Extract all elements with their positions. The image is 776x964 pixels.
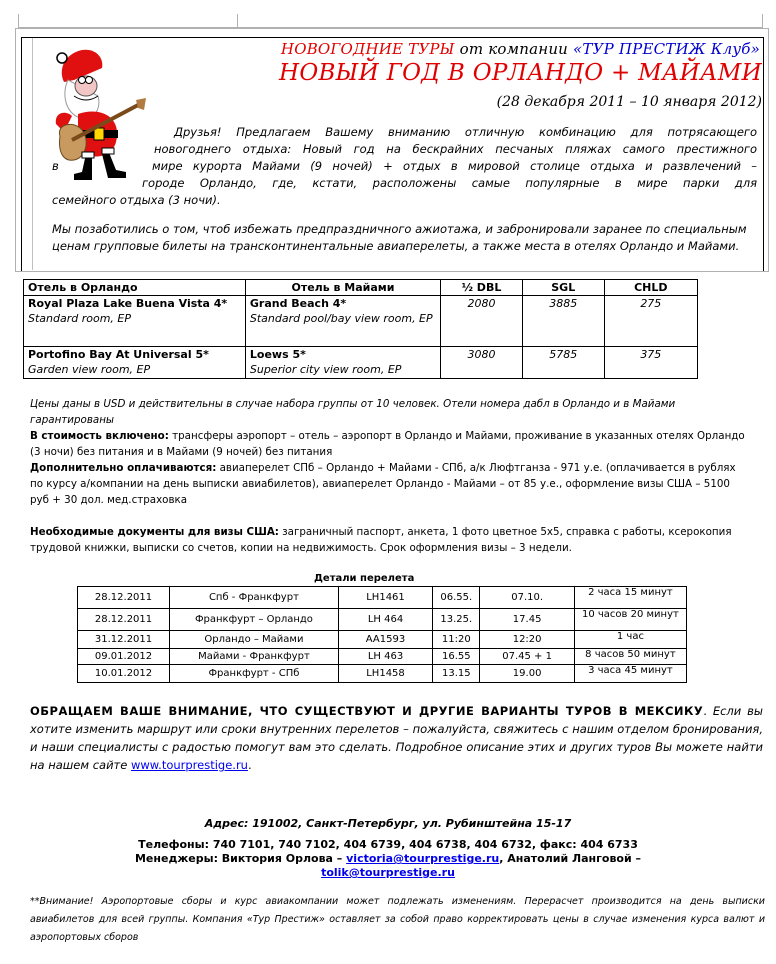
page-title: НОВЫЙ ГОД В ОРЛАНДО + МАЙАМИ bbox=[278, 60, 762, 86]
documents-text: заграничный паспорт, анкета, 1 фото цветное 5х5, справка с работы, ксерокопия трудовой книжки, выписки со счетов, копии на недвижимость. Срок оформления визы – 3 недели. bbox=[30, 526, 732, 554]
miami-hotel-cell bbox=[245, 296, 440, 347]
departure-time: 13.15 bbox=[433, 665, 480, 683]
company-name: «ТУР ПРЕСТИЖ Клуб» bbox=[573, 40, 760, 58]
attention-heading: ОБРАЩАЕМ ВАШЕ ВНИМАНИЕ, ЧТО СУЩЕСТВУЮТ И ДРУГИЕ ВАРИАНТЫ ТУРОВ В МЕКСИКУ bbox=[30, 704, 704, 718]
intro-line-prefix: в bbox=[52, 159, 59, 173]
orlando-hotel-cell bbox=[24, 296, 246, 347]
visa-documents-section bbox=[30, 524, 750, 556]
flight-date: 31.12.2011 bbox=[78, 631, 170, 649]
departure-time: 06.55. bbox=[433, 587, 480, 609]
flight-details-table bbox=[77, 586, 687, 683]
tour-dates: (28 декабря 2011 – 10 января 2012) bbox=[496, 94, 762, 110]
flight-number: AA1593 bbox=[338, 631, 432, 649]
phones-line: Телефоны: 740 7101, 740 7102, 404 6739, 404 6738, 404 6732, факс: 404 6733 bbox=[138, 838, 638, 851]
attention-end: . bbox=[247, 758, 252, 772]
attention-paragraph bbox=[30, 702, 763, 774]
managers-prefix: Менеджеры: Виктория Орлова – bbox=[134, 852, 347, 865]
col-header-chld: CHLD bbox=[604, 280, 697, 296]
arrival-time: 17.45 bbox=[480, 609, 574, 631]
table-header-row bbox=[24, 280, 698, 296]
website-link[interactable]: www.tourprestige.ru bbox=[131, 758, 248, 772]
price-sgl: 3885 bbox=[522, 296, 604, 347]
extra-label: Дополнительно оплачиваются: bbox=[30, 462, 217, 474]
orlando-hotel-cell bbox=[24, 347, 246, 379]
table-row bbox=[78, 609, 687, 631]
arrival-time: 07.10. bbox=[480, 587, 574, 609]
hotel-name: Grand Beach 4* bbox=[249, 297, 347, 310]
room-type: Standard room, EP bbox=[28, 312, 132, 325]
price-note: Цены даны в USD и действительны в случае набора группы от 10 человек. Отели номера дабл в Орландо и в Майами гарантированы bbox=[30, 398, 676, 426]
flight-duration: 3 часа 45 минут bbox=[574, 665, 686, 683]
table-row bbox=[78, 587, 687, 609]
price-dbl: 3080 bbox=[441, 347, 523, 379]
hotel-name: Portofino Bay At Universal 5* bbox=[28, 348, 209, 361]
header-left-rule bbox=[32, 38, 33, 270]
table-row bbox=[24, 347, 698, 379]
email-tolik-link[interactable]: tolik@tourprestige.ru bbox=[321, 866, 455, 879]
room-type: Standard pool/bay view room, EP bbox=[249, 312, 433, 325]
flight-route: Спб - Франкфурт bbox=[170, 587, 339, 609]
arrival-time: 12:20 bbox=[480, 631, 574, 649]
included-section bbox=[30, 428, 750, 460]
price-dbl: 2080 bbox=[441, 296, 523, 347]
intro-paragraph bbox=[52, 124, 757, 209]
price-sgl: 5785 bbox=[522, 347, 604, 379]
table-row bbox=[78, 665, 687, 683]
col-header-miami: Отель в Майами bbox=[245, 280, 440, 296]
flight-details-caption: Детали перелета bbox=[314, 573, 415, 584]
intro-line: семейного отдыха (3 ночи). bbox=[52, 193, 221, 207]
flight-route: Франкфурт - СПб bbox=[170, 665, 339, 683]
hotel-name: Royal Plaza Lake Buena Vista 4* bbox=[28, 297, 228, 310]
table-row bbox=[24, 296, 698, 347]
top-frame-divider bbox=[237, 14, 238, 27]
intro-line: Друзья! Предлагаем Вашему вниманию отличную комбинацию для потрясающего bbox=[174, 125, 757, 139]
room-type: Garden view room, EP bbox=[28, 363, 151, 376]
flight-route: Франкфурт – Орландо bbox=[170, 609, 339, 631]
managers-line bbox=[0, 852, 776, 865]
managers-line-2 bbox=[0, 866, 776, 879]
flight-number: LH1461 bbox=[338, 587, 432, 609]
managers-mid: , Анатолий Ланговой – bbox=[499, 852, 642, 865]
hotels-price-table bbox=[23, 279, 698, 379]
table-row bbox=[78, 649, 687, 665]
new-year-tours-label: НОВОГОДНИЕ ТУРЫ bbox=[280, 40, 455, 58]
flight-date: 09.01.2012 bbox=[78, 649, 170, 665]
hotel-name: Loews 5* bbox=[249, 348, 306, 361]
flight-duration: 2 часа 15 минут bbox=[574, 587, 686, 609]
arrival-time: 07.45 + 1 bbox=[480, 649, 574, 665]
top-frame-bar bbox=[18, 14, 763, 28]
intro-line-text: мире курорта Майами (9 ночей) + отдых в мировой столице отдыха и развлечений – bbox=[152, 159, 757, 173]
flight-number: LH 464 bbox=[338, 609, 432, 631]
arrival-time: 19.00 bbox=[480, 665, 574, 683]
attention-dot: . bbox=[703, 704, 713, 718]
flight-date: 28.12.2011 bbox=[78, 587, 170, 609]
table-row bbox=[78, 631, 687, 649]
intro-line: городе Орландо, где, кстати, расположены самые популярные в мире парки для bbox=[142, 176, 757, 190]
flight-duration: 1 час bbox=[574, 631, 686, 649]
room-type: Superior city view room, EP bbox=[249, 363, 402, 376]
flight-number: LH 463 bbox=[338, 649, 432, 665]
departure-time: 16.55 bbox=[433, 649, 480, 665]
col-header-orlando: Отель в Орландо bbox=[24, 280, 246, 296]
email-victoria-link[interactable]: victoria@tourprestige.ru bbox=[346, 852, 500, 865]
departure-time: 11:20 bbox=[433, 631, 480, 649]
intro-line bbox=[52, 158, 757, 175]
price-chld: 275 bbox=[604, 296, 697, 347]
miami-hotel-cell bbox=[245, 347, 440, 379]
flight-date: 10.01.2012 bbox=[78, 665, 170, 683]
price-chld: 375 bbox=[604, 347, 697, 379]
from-company-label: от компании bbox=[454, 40, 574, 58]
flight-route: Орландо – Майами bbox=[170, 631, 339, 649]
included-label: В стоимость включено: bbox=[30, 430, 169, 442]
col-header-sgl: SGL bbox=[522, 280, 604, 296]
footnote: **Внимание! Аэропортовые сборы и курс авиакомпании может подлежать изменениям. Перерасчет производится на день выписки авиабилетов для всей группы. Компания «Тур Престиж» оставляет за собой право корректировать цены в случае изменения курса валют и аэропортовых сборов bbox=[30, 896, 765, 943]
extra-payments-section bbox=[30, 460, 750, 508]
extra-text: авиаперелет СПб – Орландо + Майами - СПб, а/к Люфтганза - 971 у.е. (оплачивается в рублях по курсу а/компании на день выписки авиабилетов), авиаперелет Орландо - Майами – от 85 у.е., оформление визы США – 5100 руб + 30 дол. мед.страховка bbox=[30, 462, 736, 506]
flight-duration: 8 часов 50 минут bbox=[574, 649, 686, 665]
col-header-dbl: ½ DBL bbox=[441, 280, 523, 296]
address-line: Адрес: 191002, Санкт-Петербург, ул. Рубинштейна 15-17 bbox=[204, 817, 572, 830]
flight-number: LH1458 bbox=[338, 665, 432, 683]
flight-date: 28.12.2011 bbox=[78, 609, 170, 631]
header-subtitle bbox=[281, 40, 760, 58]
departure-time: 13.25. bbox=[433, 609, 480, 631]
flight-route: Майами - Франкфурт bbox=[170, 649, 339, 665]
documents-label: Необходимые документы для визы США: bbox=[30, 526, 279, 538]
intro-line: новогоднего отдыха: Новый год на бескрайних песчаных пляжах самого престижного bbox=[154, 142, 757, 156]
flight-duration: 10 часов 20 минут bbox=[574, 609, 686, 631]
included-text: трансферы аэропорт – отель – аэропорт в Орландо и Майами, проживание в указанных отелях Орландо (3 ночи) без питания и в Майами (9 ночей) без питания bbox=[30, 430, 745, 458]
attention-text: Если вы хотите изменить маршрут или сроки внутренних перелетов – пожалуйста, свяжитесь с нашим отделом бронирования, и наши специалисты с радостью помогут вам это сделать. Подробное описание этих и других туров Вы можете найти на нашем сайте bbox=[30, 704, 763, 772]
intro-paragraph-2: Мы позаботились о том, чтоб избежать предпраздничного ажиотажа, и забронировали заранее по специальным ценам групповые билеты на трансконтинентальные авиаперелеты, а также места в отелях Орландо и Майами. bbox=[52, 222, 747, 253]
